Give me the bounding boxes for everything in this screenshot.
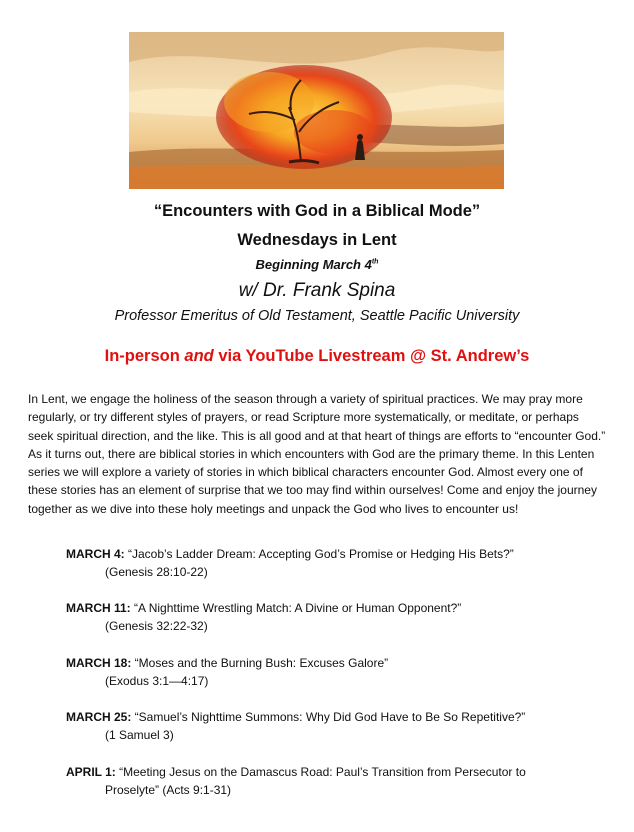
session-title: “Samuel’s Nighttime Summons: Why Did God Have to Be So Repetitive?”	[131, 710, 526, 724]
session-item	[66, 545, 606, 581]
session-date: MARCH 11:	[66, 601, 131, 615]
event-title: “Encounters with God in a Biblical Mode”	[153, 202, 481, 220]
session-title: “A Nighttime Wrestling Match: A Divine or Human Opponent?”	[130, 601, 462, 615]
start-date-text: Beginning March 4	[255, 257, 372, 272]
session-date: MARCH 4:	[66, 547, 125, 561]
session-title: “Moses and the Burning Bush: Excuses Galore”	[131, 656, 389, 670]
session-title: “Jacob’s Ladder Dream: Accepting God’s Promise or Hedging His Bets?”	[124, 547, 514, 561]
hero-image	[129, 32, 504, 189]
start-date-suffix: th	[371, 258, 379, 266]
session-scripture: (Exodus 3:1—4:17)	[105, 674, 209, 688]
format-emphasis: and	[184, 347, 214, 365]
session-item	[66, 708, 606, 744]
attendance-format	[0, 347, 634, 366]
session-scripture: (Genesis 28:10-22)	[105, 565, 208, 579]
session-date: APRIL 1:	[66, 765, 116, 779]
session-scripture: Proselyte” (Acts 9:1-31)	[105, 783, 232, 797]
session-item	[66, 654, 606, 690]
session-scripture: (Genesis 32:22-32)	[105, 619, 208, 633]
start-date	[0, 257, 634, 272]
intro-paragraph: In Lent, we engage the holiness of the season through a variety of spiritual practices. We may pray more regularly, or try different styles of prayers, or read Scripture more systematically, or meditate, or perhaps seek spiritual direction, and the like. This is all good and at that heart of things are efforts to “encounter God.” As it turns out, there are biblical stories in which encounters with God are the primary theme. In this Lenten series we will explore a variety of stories in which biblical characters encounter God. Almost every one of these stories has an element of surprise that we too may find within ourselves! Come and enjoy the journey together as we dive into these holy meetings and unpack the God who lives to encounter us!	[28, 392, 606, 516]
presenter: w/ Dr. Frank Spina	[238, 280, 396, 301]
session-date: MARCH 18:	[66, 656, 132, 670]
session-date: MARCH 25:	[66, 710, 132, 724]
format-part1: In-person	[104, 347, 185, 365]
presenter-affiliation: Professor Emeritus of Old Testament, Seattle Pacific University	[114, 308, 520, 324]
session-title: “Meeting Jesus on the Damascus Road: Paul’s Transition from Persecutor to	[115, 765, 526, 779]
session-scripture: (1 Samuel 3)	[105, 728, 174, 742]
session-item	[66, 599, 606, 635]
session-item	[66, 763, 606, 799]
burning-bush-painting-icon	[129, 32, 504, 189]
format-part2: via YouTube Livestream @ St. Andrew’s	[213, 347, 530, 365]
event-subtitle: Wednesdays in Lent	[237, 231, 397, 249]
